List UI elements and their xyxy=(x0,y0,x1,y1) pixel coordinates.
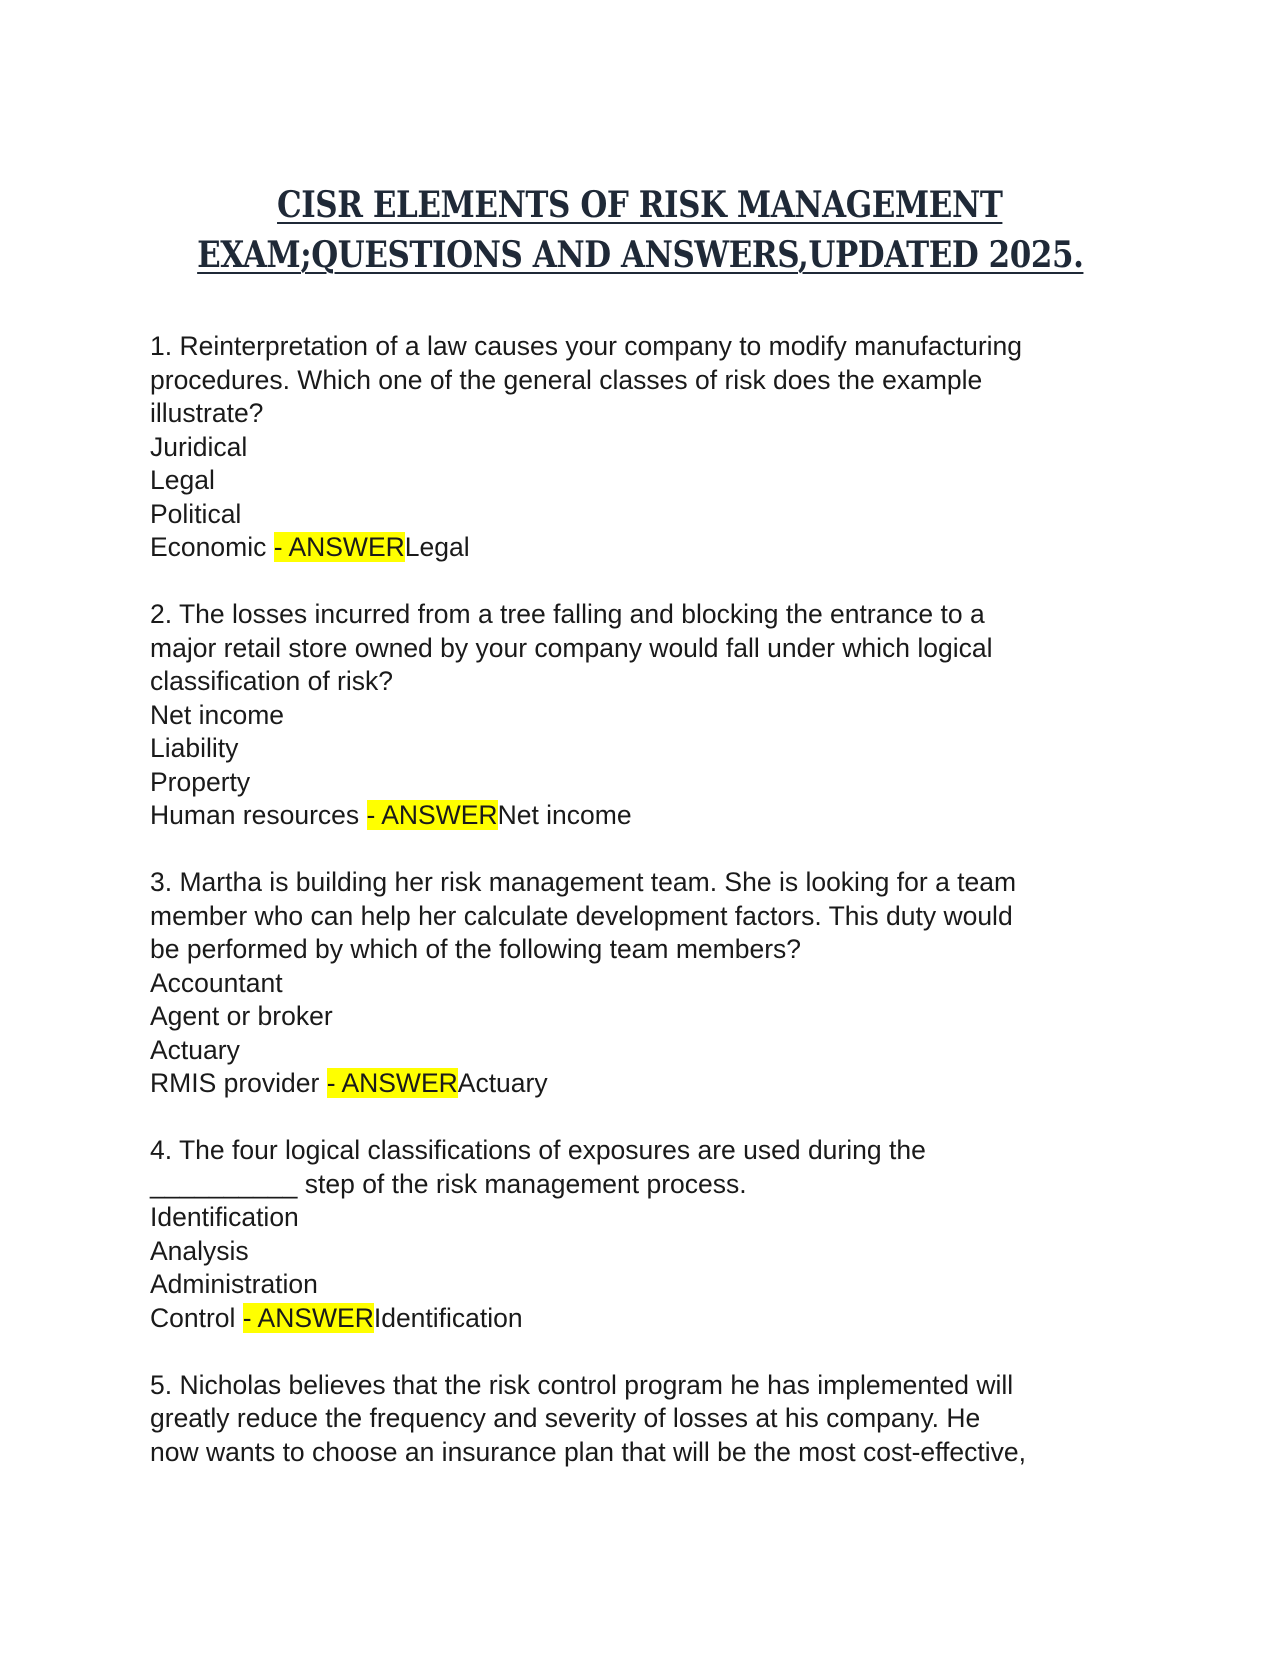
question-2 xyxy=(150,598,1150,833)
option-line: Analysis xyxy=(150,1235,249,1266)
question-4 xyxy=(150,1134,1150,1335)
answer-line xyxy=(150,799,1150,833)
question-5 xyxy=(150,1369,1150,1470)
option-text: Human resources xyxy=(150,800,367,830)
answer-marker: - ANSWER xyxy=(242,1302,374,1333)
question-text-line: 3. Martha is building her risk management team. She is looking for a team xyxy=(150,867,1017,897)
option-line: Agent or broker xyxy=(150,1001,333,1031)
answer-marker: - ANSWER xyxy=(366,800,498,830)
option-line: Net income xyxy=(150,699,285,730)
option-line: Juridical xyxy=(150,431,248,462)
question-text-line: 5. Nicholas believes that the risk control program he has implemented will xyxy=(150,1369,1014,1400)
answer-line xyxy=(150,531,1150,565)
option-line: Accountant xyxy=(150,967,283,998)
question-list xyxy=(150,330,1150,1503)
option-line: Liability xyxy=(150,733,239,763)
question-text-line: be performed by which of the following team members? xyxy=(150,934,802,964)
question-text-line: greatly reduce the frequency and severity of losses at his company. He xyxy=(150,1403,981,1433)
title-line-2: EXAM;QUESTIONS AND ANSWERS,UPDATED 2025. xyxy=(196,234,1084,276)
answer-text: Legal xyxy=(404,532,470,562)
answer-line xyxy=(150,1067,1150,1101)
question-text-line: procedures. Which one of the general classes of risk does the example xyxy=(150,364,983,395)
question-3 xyxy=(150,866,1150,1101)
question-text-line: illustrate? xyxy=(150,398,264,428)
option-line: Administration xyxy=(150,1269,318,1299)
question-text-line: 2. The losses incurred from a tree falling and blocking the entrance to a xyxy=(150,599,985,629)
question-text-line: member who can help her calculate development factors. This duty would xyxy=(150,900,1013,931)
question-1 xyxy=(150,330,1150,565)
answer-text: Actuary xyxy=(457,1068,548,1098)
question-text-line: now wants to choose an insurance plan that will be the most cost-effective, xyxy=(150,1436,1026,1467)
question-text-line: major retail store owned by your company would fall under which logical xyxy=(150,632,993,663)
option-line: Property xyxy=(150,766,251,797)
answer-text: Net income xyxy=(497,800,632,830)
document-title xyxy=(0,180,1280,280)
option-line: Actuary xyxy=(150,1034,240,1065)
option-line: Legal xyxy=(150,465,215,495)
option-line: Identification xyxy=(150,1202,299,1232)
question-text-line: __________ step of the risk management process. xyxy=(150,1168,747,1199)
question-text-line: 4. The four logical classifications of exposures are used during the xyxy=(150,1135,926,1165)
title-line-1: CISR ELEMENTS OF RISK MANAGEMENT xyxy=(277,184,1003,226)
option-text: RMIS provider xyxy=(150,1068,327,1098)
answer-marker: - ANSWER xyxy=(326,1068,458,1098)
answer-line xyxy=(150,1302,1150,1336)
option-line: Political xyxy=(150,498,242,529)
option-text: Economic xyxy=(150,532,274,562)
answer-text: Identification xyxy=(373,1302,523,1333)
question-text-line: classification of risk? xyxy=(150,666,394,696)
option-text: Control xyxy=(150,1302,243,1333)
question-text-line: 1. Reinterpretation of a law causes your company to modify manufacturing xyxy=(150,331,1023,361)
answer-marker: - ANSWER xyxy=(273,532,405,562)
